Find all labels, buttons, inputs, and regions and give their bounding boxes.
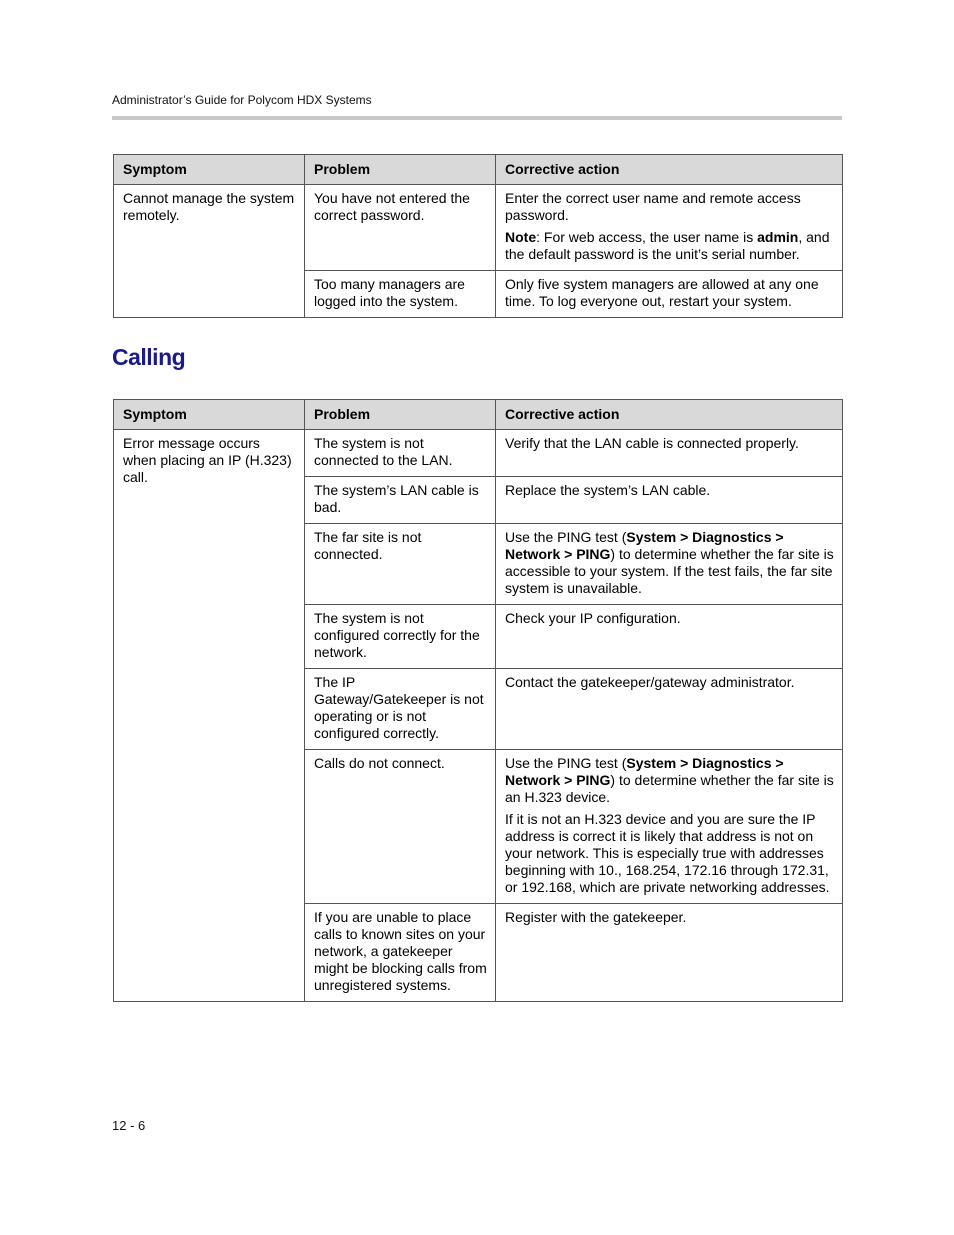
header-rule (112, 116, 842, 120)
running-header: Administrator’s Guide for Polycom HDX Systems (112, 93, 372, 107)
table-header-row (114, 155, 843, 185)
problem-cell: Calls do not connect. (305, 750, 496, 904)
corrective-action-cell: Use the PING test (System > Diagnostics > Network > PING) to determine whether the far site is accessible to your system. If the test fails, the far site system is unavailable. (496, 524, 843, 605)
problem-header: Problem (305, 155, 496, 185)
username-admin: admin (757, 229, 799, 245)
symptom-cell: Error message occurs when placing an IP (H.323) call. (114, 430, 305, 1002)
problem-cell: If you are unable to place calls to known sites on your network, a gatekeeper might be blocking calls from unregistered systems. (305, 904, 496, 1002)
menu-path: System > Diagnostics > Network > PING (505, 529, 784, 562)
calling-table (113, 399, 843, 1002)
section-title-calling: Calling (112, 344, 186, 370)
problem-cell: The IP Gateway/Gatekeeper is not operating or is not configured correctly. (305, 669, 496, 750)
corrective-action-cell: Only five system managers are allowed at any one time. To log everyone out, restart your system. (496, 271, 843, 318)
problem-cell: The system is not configured correctly for the network. (305, 605, 496, 669)
corrective-action-header: Corrective action (496, 400, 843, 430)
corrective-action-cell: Register with the gatekeeper. (496, 904, 843, 1002)
symptom-header: Symptom (114, 400, 305, 430)
menu-path: System > Diagnostics > Network > PING (505, 755, 784, 788)
action-text: Enter the correct user name and remote access password. (505, 190, 801, 223)
corrective-action-cell (496, 185, 843, 271)
problem-cell: Too many managers are logged into the system. (305, 271, 496, 318)
problem-cell: The system’s LAN cable is bad. (305, 477, 496, 524)
table-header-row (114, 400, 843, 430)
problem-cell: The system is not connected to the LAN. (305, 430, 496, 477)
symptom-cell: Cannot manage the system remotely. (114, 185, 305, 318)
corrective-action-cell: Contact the gatekeeper/gateway administrator. (496, 669, 843, 750)
note-label: Note (505, 229, 537, 245)
corrective-action-cell: Check your IP configuration. (496, 605, 843, 669)
corrective-action-cell (496, 750, 843, 904)
problem-cell: You have not entered the correct password. (305, 185, 496, 271)
problem-header: Problem (305, 400, 496, 430)
note-text: Note: For web access, the user name is admin, and the default password is the unit’s serial number. (505, 229, 830, 262)
action-text: Use the PING test (System > Diagnostics > Network > PING) to determine whether the far site is an H.323 device. (505, 755, 834, 805)
symptom-header: Symptom (114, 155, 305, 185)
table-row (114, 430, 843, 477)
page-number: 12 - 6 (112, 1118, 146, 1133)
action-text: If it is not an H.323 device and you are sure the IP address is correct it is likely that address is not on your network. This is especially true with addresses beginning with 10., 168.254, 172.16 through 172.31, or 192.168, which are private networking addresses. (505, 811, 830, 895)
remote-management-table (113, 154, 843, 318)
table-row (114, 185, 843, 271)
corrective-action-cell: Verify that the LAN cable is connected properly. (496, 430, 843, 477)
corrective-action-header: Corrective action (496, 155, 843, 185)
corrective-action-cell: Replace the system’s LAN cable. (496, 477, 843, 524)
problem-cell: The far site is not connected. (305, 524, 496, 605)
